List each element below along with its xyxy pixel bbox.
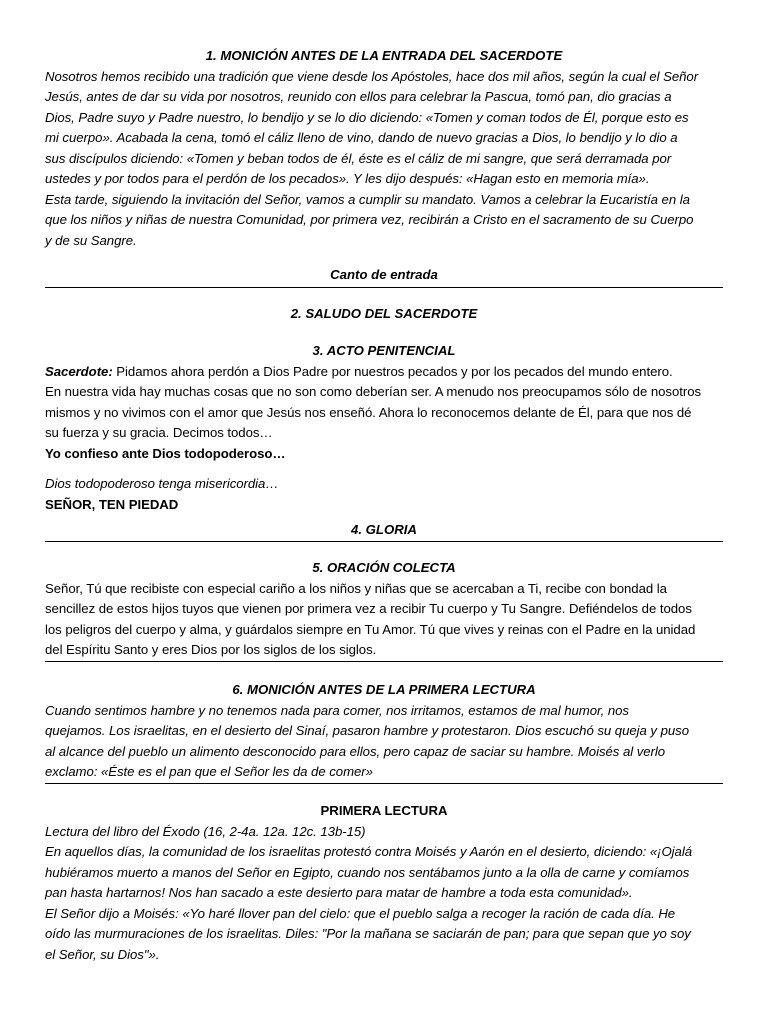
section-oracion-colecta	[45, 558, 723, 661]
section-acto-penitencial	[45, 341, 723, 515]
text-line: mi cuerpo». Acabada la cena, tomó el cáliz lleno de vino, dando de nuevo gracias a Dios, lo bendijo y lo dio a	[45, 130, 678, 145]
text-line: su fuerza y su gracia. Decimos todos…	[45, 425, 273, 440]
text-line: En aquellos días, la comunidad de los israelitas protestó contra Moisés y Aarón en el desierto, diciendo: «¡Ojalá	[45, 844, 693, 859]
text-line: Lectura del libro del Éxodo (16, 2-4a. 12a. 12c. 13b-15)	[45, 823, 366, 839]
text-line: los peligros del cuerpo y alma, y guárdalos siempre en Tu Amor. Tú que vives y reinas con el Padre en la unidad	[45, 621, 696, 637]
section-heading: Canto de entrada	[330, 267, 438, 282]
text-line: el Señor, su Dios"».	[45, 946, 160, 962]
text-line: Dios, Padre suyo y Padre nuestro, lo bendijo y se lo dio diciendo: «Tomen y coman todos de Él, porque esto es	[45, 109, 689, 125]
section-monicion-entrada	[45, 46, 723, 251]
section-saludo	[45, 304, 723, 325]
section-heading: 4. GLORIA	[351, 522, 417, 537]
text-line: sencillez de estos hijos tuyos que vienen por primera vez a recibir Tu cuerpo y Tu Sangre. Defiéndelos de todos	[45, 601, 692, 616]
text-line: sus discípulos diciendo: «Tomen y beban todos de él, éste es el cáliz de mi sangre, que será derramada por	[45, 150, 672, 166]
section-canto	[45, 265, 723, 286]
divider	[45, 541, 723, 542]
text-line: hubiéramos muerto a manos del Señor en Egipto, cuando nos sentábamos junto a la olla de carne y comíamos	[45, 864, 690, 880]
text-line: quejamos. Los israelitas, en el desierto del Sinaí, pasaron hambre y protestaron. Dios escuchó su queja y puso	[45, 723, 689, 738]
text-line: Jesús, antes de dar su vida por nosotros, reunido con ellos para celebrar la Pascua, tomó pan, dio gracias a	[45, 89, 672, 104]
text-line: que los niños y niñas de nuestra Comunidad, por primera vez, recibirán a Cristo en el sacramento de su Cuerpo	[45, 212, 694, 227]
text-line: exclamo: «Éste es el pan que el Señor les da de comer»	[45, 764, 373, 779]
section-monicion-lectura	[45, 680, 723, 783]
text-line: al alcance del pueblo un alimento desconocido para ellos, pero capaz de saciar su hambre. Moisés al verlo	[45, 743, 666, 759]
section-primera-lectura	[45, 801, 723, 965]
speaker-label: Sacerdote:	[45, 363, 113, 379]
text-line: El Señor dijo a Moisés: «Yo haré llover pan del cielo: que el pueblo salga a recoger la ración de cada día. He	[45, 905, 676, 921]
divider	[45, 287, 723, 288]
text-line: y de su Sangre.	[45, 232, 137, 248]
text-line: Señor, Tú que recibiste con especial cariño a los niños y niñas que se acercaban a Ti, recibe con bondad la	[45, 580, 667, 596]
text-line: mismos y no vivimos con el amor que Jesús nos enseñó. Ahora lo reconocemos delante de Él, para que nos dé	[45, 404, 692, 420]
section-heading: PRIMERA LECTURA	[320, 803, 448, 818]
divider	[45, 783, 723, 784]
text-line: pan hasta hartarnos! Nos han sacado a este desierto para matar de hambre a toda esta comunidad».	[45, 885, 633, 900]
section-heading: 5. ORACIÓN COLECTA	[312, 560, 456, 575]
text-line: Dios todopoderoso tenga misericordia…	[45, 476, 279, 491]
divider	[45, 661, 723, 662]
text-line: oído las murmuraciones de los israelitas. Diles: "Por la mañana se saciarán de pan; para que sepan que yo soy	[45, 926, 691, 941]
section-heading: 2. SALUDO DEL SACERDOTE	[290, 306, 478, 321]
text-line: En nuestra vida hay muchas cosas que no son como deberían ser. A menudo nos preocupamos sólo de nosotros	[45, 384, 702, 399]
text-line: ustedes y por todos para el perdón de los pecados». Y les dijo después: «Hagan esto en memoria mía».	[45, 171, 650, 186]
section-heading: 1. MONICIÓN ANTES DE LA ENTRADA DEL SACERDOTE	[205, 48, 563, 63]
section-gloria	[45, 520, 723, 541]
section-heading: 6. MONICIÓN ANTES DE LA PRIMERA LECTURA	[232, 682, 536, 697]
response-line: Yo confieso ante Dios todopoderoso…	[45, 445, 286, 461]
text-line: Nosotros hemos recibido una tradición que viene desde los Apóstoles, hace dos mil años, según la cual el Señor	[45, 68, 699, 84]
text-line: Esta tarde, siguiendo la invitación del Señor, vamos a cumplir su mandato. Vamos a celebrar la Eucaristía en la	[45, 191, 690, 207]
text-line: Cuando sentimos hambre y no tenemos nada para comer, nos irritamos, estamos de mal humor, nos	[45, 702, 629, 718]
text-span: Pidamos ahora perdón a Dios Padre por nuestros pecados y por los pecados del mundo entero.	[112, 363, 673, 379]
section-heading: 3. ACTO PENITENCIAL	[312, 343, 456, 358]
response-line: SEÑOR, TEN PIEDAD	[45, 496, 179, 512]
text-line	[45, 362, 723, 383]
text-line: del Espíritu Santo y eres Dios por los siglos de los siglos.	[45, 642, 377, 657]
